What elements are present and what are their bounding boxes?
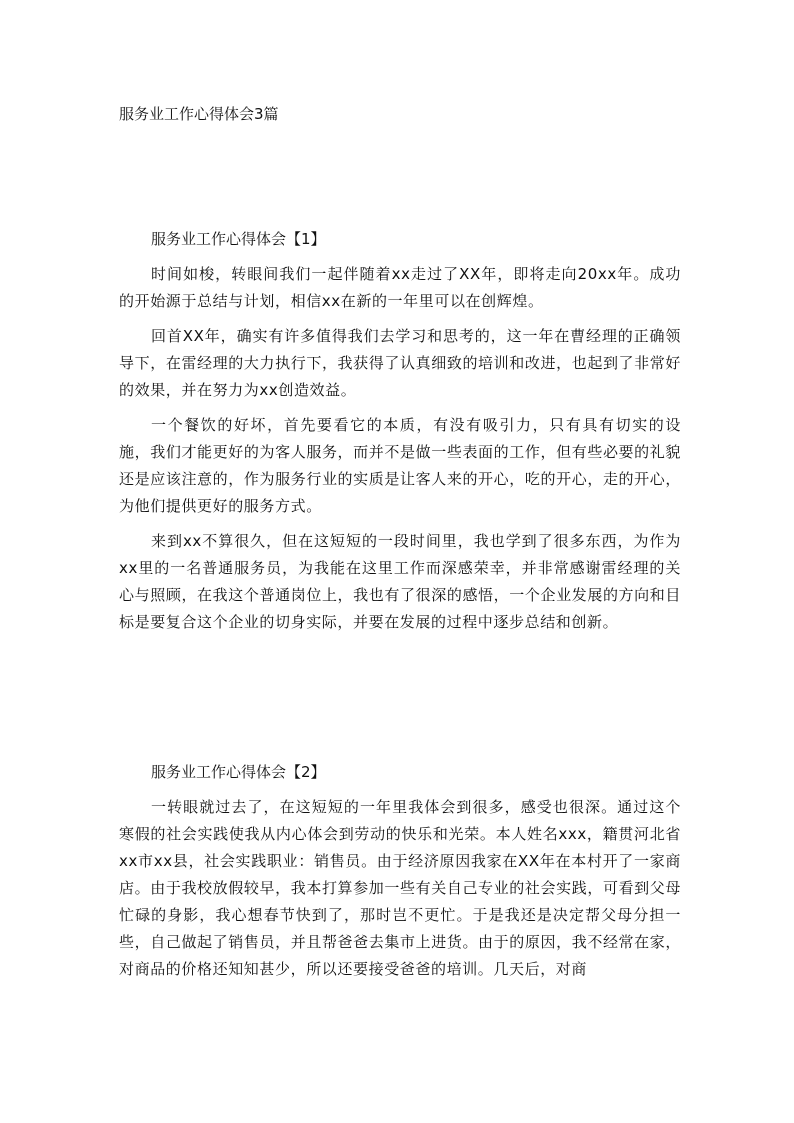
paragraph: 一转眼就过去了，在这短短的一年里我体会到很多，感受也很深。通过这个寒假的社会实践使我从内心体会到劳动的快乐和光荣。本人姓名xxx，籍贯河北省xx市xx县，社会实践职业：销售员。由于经济原因我家在XX年在本村开了一家商店。由于我校放假较早，我本打算参加一些有关自己专业的社会实践，可看到父母忙碌的身影，我心想春节快到了，那时岂不更忙。于是我还是决定帮父母分担一些，自己做起了销售员，并且帮爸爸去集市上进货。由于的原因，我不经常在家，对商品的价格还知知甚少，所以还要接受爸爸的培训。几天后，对商	[119, 798, 681, 978]
section-2	[119, 759, 681, 991]
paragraph: 一个餐饮的好坏，首先要看它的本质，有没有吸引力，只有具有切实的设施，我们才能更好的为客人服务，而并不是做一些表面的工作，但有些必要的礼貌还是应该注意的，作为服务行业的实质是让客人来的开心，吃的开心，走的开心，为他们提供更好的服务方式。	[119, 416, 681, 515]
paragraph: 回首XX年，确实有许多值得我们去学习和思考的，这一年在曹经理的正确领导下，在雷经理的大力执行下，我获得了认真细致的培训和改进，也起到了非常好的效果，并在努力为xx创造效益。	[119, 327, 681, 399]
section-heading: 服务业工作心得体会【2】	[151, 763, 326, 781]
section-heading: 服务业工作心得体会【1】	[151, 230, 326, 248]
paragraph: 来到xx不算很久，但在这短短的一段时间里，我也学到了很多东西，为作为xx里的一名普通服务员，为我能在这里工作而深感荣幸，并非常感谢雷经理的关心与照顾，在我这个普通岗位上，我也有了很深的感悟，一个企业发展的方向和目标是要复合这个企业的切身实际，并要在发展的过程中逐步总结和创新。	[119, 532, 681, 631]
document-title: 服务业工作心得体会3篇	[119, 105, 279, 123]
section-1	[119, 226, 681, 644]
paragraph: 时间如梭，转眼间我们一起伴随着xx走过了XX年，即将走向20xx年。成功的开始源于总结与计划，相信xx在新的一年里可以在创辉煌。	[119, 265, 681, 310]
